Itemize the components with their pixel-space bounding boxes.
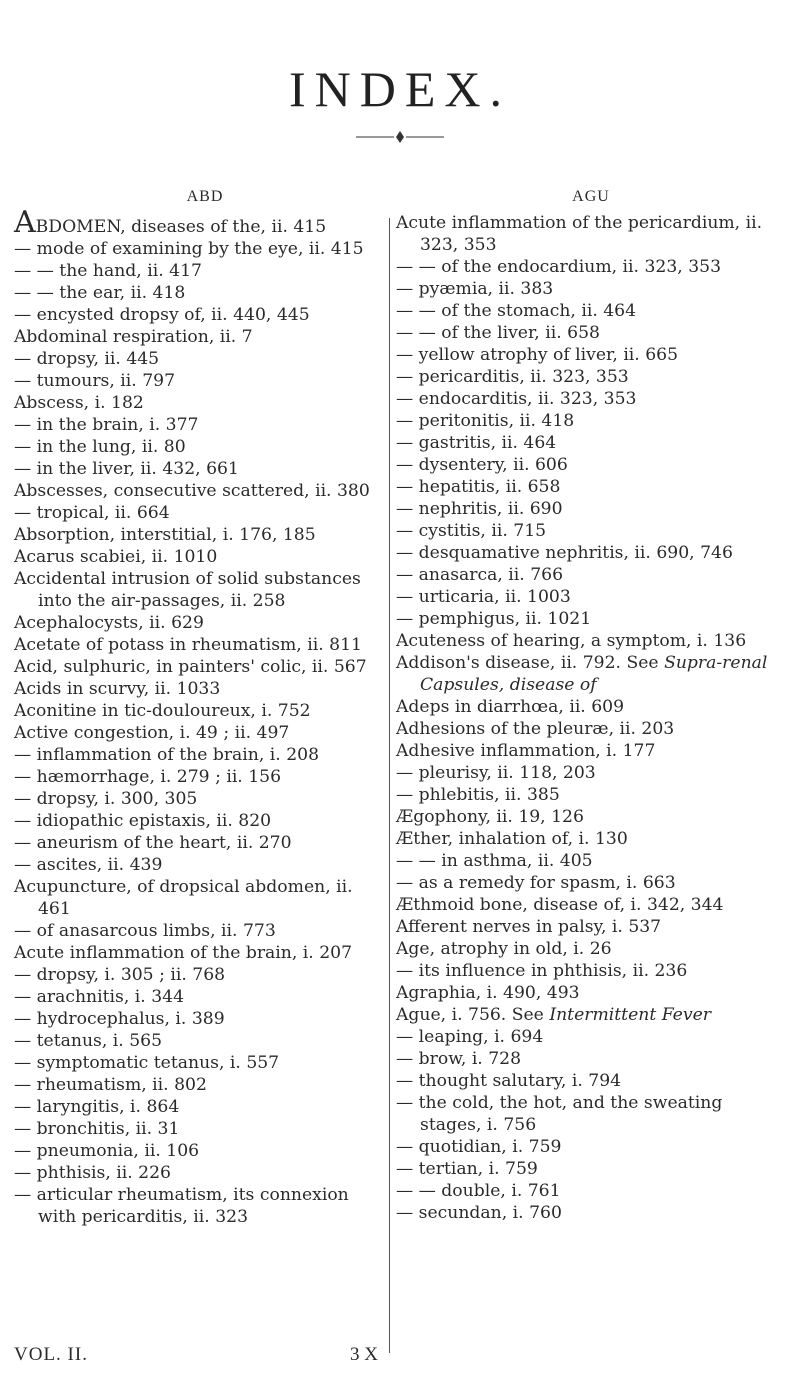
index-entry: Adhesive inflammation, i. 177 (396, 741, 656, 761)
index-entry: — — of the stomach, ii. 464 (396, 301, 637, 321)
column-header-left: ABD (186, 188, 224, 205)
column-divider (389, 218, 390, 1353)
index-entry: Absorption, interstitial, i. 176, 185 (14, 525, 316, 545)
index-entry: — hæmorrhage, i. 279 ; ii. 156 (14, 767, 282, 787)
index-entry: — in the lung, ii. 80 (14, 437, 186, 457)
index-entry: — ascites, ii. 439 (14, 855, 163, 875)
index-entry: — symptomatic tetanus, i. 557 (14, 1053, 280, 1073)
index-entry: — — of the liver, ii. 658 (396, 323, 600, 343)
index-entry: — mode of examining by the eye, ii. 415 (14, 239, 364, 259)
index-entry: Acarus scabiei, ii. 1010 (14, 547, 218, 567)
index-entry: Æther, inhalation of, i. 130 (396, 829, 628, 849)
index-entry: — secundan, i. 760 (396, 1203, 562, 1223)
index-entry: — leaping, i. 694 (396, 1027, 544, 1047)
index-entry: Ægophony, ii. 19, 126 (396, 807, 584, 827)
index-entry: — pyæmia, ii. 383 (396, 279, 554, 299)
index-entry: — encysted dropsy of, ii. 440, 445 (14, 305, 310, 325)
index-entry: Abdominal respiration, ii. 7 (14, 327, 253, 347)
index-entry: Æthmoid bone, disease of, i. 342, 344 (396, 895, 724, 915)
index-entry: — pleurisy, ii. 118, 203 (396, 763, 596, 783)
index-entry: — quotidian, i. 759 (396, 1137, 562, 1157)
index-entry: ABDOMEN, diseases of the, ii. 415 (14, 205, 327, 240)
index-entry: — inflammation of the brain, i. 208 (14, 745, 320, 765)
index-entry: — aneurism of the heart, ii. 270 (14, 833, 292, 853)
index-entry: Abscess, i. 182 (14, 393, 144, 413)
index-entry: — tropical, ii. 664 (14, 503, 170, 523)
index-entry: — yellow atrophy of liver, ii. 665 (396, 345, 679, 365)
see-reference: Supra-renal Capsules, disease of (420, 653, 768, 695)
index-entry: — endocarditis, ii. 323, 353 (396, 389, 637, 409)
index-entry: Acupuncture, of dropsical abdomen, ii. 461 (14, 877, 353, 919)
index-entry: Addison's disease, ii. 792. See Supra-renal Capsules, disease of (396, 653, 768, 695)
index-entry: — hepatitis, ii. 658 (396, 477, 561, 497)
index-entry: — — in asthma, ii. 405 (396, 851, 593, 871)
index-entry: — gastritis, ii. 464 (396, 433, 557, 453)
index-entry: Acute inflammation of the pericardium, ii. 323, 353 (396, 213, 763, 255)
index-entry: Accidental intrusion of solid substances into the air-passages, ii. 258 (14, 569, 361, 611)
index-entry: Acephalocysts, ii. 629 (14, 613, 204, 633)
index-entry: — pemphigus, ii. 1021 (396, 609, 592, 629)
index-entry: Abscesses, consecutive scattered, ii. 380 (14, 481, 370, 501)
index-entry: — as a remedy for spasm, i. 663 (396, 873, 676, 893)
column-header-right: AGU (572, 188, 610, 205)
index-entry: — anasarca, ii. 766 (396, 565, 564, 585)
index-entry: — peritonitis, ii. 418 (396, 411, 575, 431)
index-entry: — nephritis, ii. 690 (396, 499, 563, 519)
index-entry: Aconitine in tic-douloureux, i. 752 (14, 701, 311, 721)
index-entry: — the cold, the hot, and the sweating stages, i. 756 (396, 1093, 723, 1135)
index-entry: — — the hand, ii. 417 (14, 261, 202, 281)
left-entry-list (14, 205, 386, 1228)
index-entry: — in the liver, ii. 432, 661 (14, 459, 239, 479)
right-column (396, 188, 786, 1224)
index-entry: Acuteness of hearing, a symptom, i. 136 (396, 631, 747, 651)
index-entry: — laryngitis, i. 864 (14, 1097, 180, 1117)
index-entry: Acetate of potass in rheumatism, ii. 811 (14, 635, 362, 655)
index-entry: — arachnitis, i. 344 (14, 987, 185, 1007)
index-entry: Ague, i. 756. See Intermittent Fever (396, 1005, 711, 1025)
index-entry: — tertian, i. 759 (396, 1159, 538, 1179)
signature-mark: 3 X (350, 1344, 378, 1365)
index-entry: — — the ear, ii. 418 (14, 283, 186, 303)
right-entry-list (396, 212, 786, 1224)
index-entry: Acids in scurvy, ii. 1033 (14, 679, 221, 699)
index-entry: — urticaria, ii. 1003 (396, 587, 571, 607)
index-entry: Age, atrophy in old, i. 26 (396, 939, 612, 959)
see-reference: Intermittent Fever (549, 1005, 711, 1025)
index-entry: Adeps in diarrhœa, ii. 609 (396, 697, 625, 717)
index-entry: — tumours, ii. 797 (14, 371, 176, 391)
index-entry: — hydrocephalus, i. 389 (14, 1009, 225, 1029)
index-entry: — articular rheumatism, its connexion with pericarditis, ii. 323 (14, 1185, 349, 1227)
index-entry: — of anasarcous limbs, ii. 773 (14, 921, 276, 941)
index-entry: — dysentery, ii. 606 (396, 455, 568, 475)
index-entry: — tetanus, i. 565 (14, 1031, 162, 1051)
index-entry: — phthisis, ii. 226 (14, 1163, 171, 1183)
index-entry: Adhesions of the pleuræ, ii. 203 (396, 719, 675, 739)
volume-label: VOL. II. (14, 1344, 88, 1365)
index-entry: — thought salutary, i. 794 (396, 1071, 622, 1091)
index-entry: Active congestion, i. 49 ; ii. 497 (14, 723, 290, 743)
index-entry: — in the brain, i. 377 (14, 415, 199, 435)
index-entry: — dropsy, i. 305 ; ii. 768 (14, 965, 226, 985)
index-entry: — pneumonia, ii. 106 (14, 1141, 200, 1161)
index-entry: — pericarditis, ii. 323, 353 (396, 367, 629, 387)
index-entry: — — of the endocardium, ii. 323, 353 (396, 257, 722, 277)
index-entry: — bronchitis, ii. 31 (14, 1119, 180, 1139)
ornament-rule (350, 130, 450, 144)
index-entry: — its influence in phthisis, ii. 236 (396, 961, 688, 981)
left-column (14, 188, 386, 1228)
index-entry: — phlebitis, ii. 385 (396, 785, 560, 805)
index-entry: — dropsy, i. 300, 305 (14, 789, 198, 809)
index-entry: Afferent nerves in palsy, i. 537 (396, 917, 662, 937)
index-entry: — cystitis, ii. 715 (396, 521, 547, 541)
index-entry: Agraphia, i. 490, 493 (396, 983, 580, 1003)
index-entry: — brow, i. 728 (396, 1049, 522, 1069)
index-entry: — idiopathic epistaxis, ii. 820 (14, 811, 272, 831)
index-entry: Acute inflammation of the brain, i. 207 (14, 943, 353, 963)
page-title: INDEX. (288, 61, 512, 117)
index-entry: — rheumatism, ii. 802 (14, 1075, 207, 1095)
index-entry: Acid, sulphuric, in painters' colic, ii. 567 (14, 657, 367, 677)
index-entry: — — double, i. 761 (396, 1181, 561, 1201)
index-entry: — dropsy, ii. 445 (14, 349, 160, 369)
index-entry: — desquamative nephritis, ii. 690, 746 (396, 543, 733, 563)
